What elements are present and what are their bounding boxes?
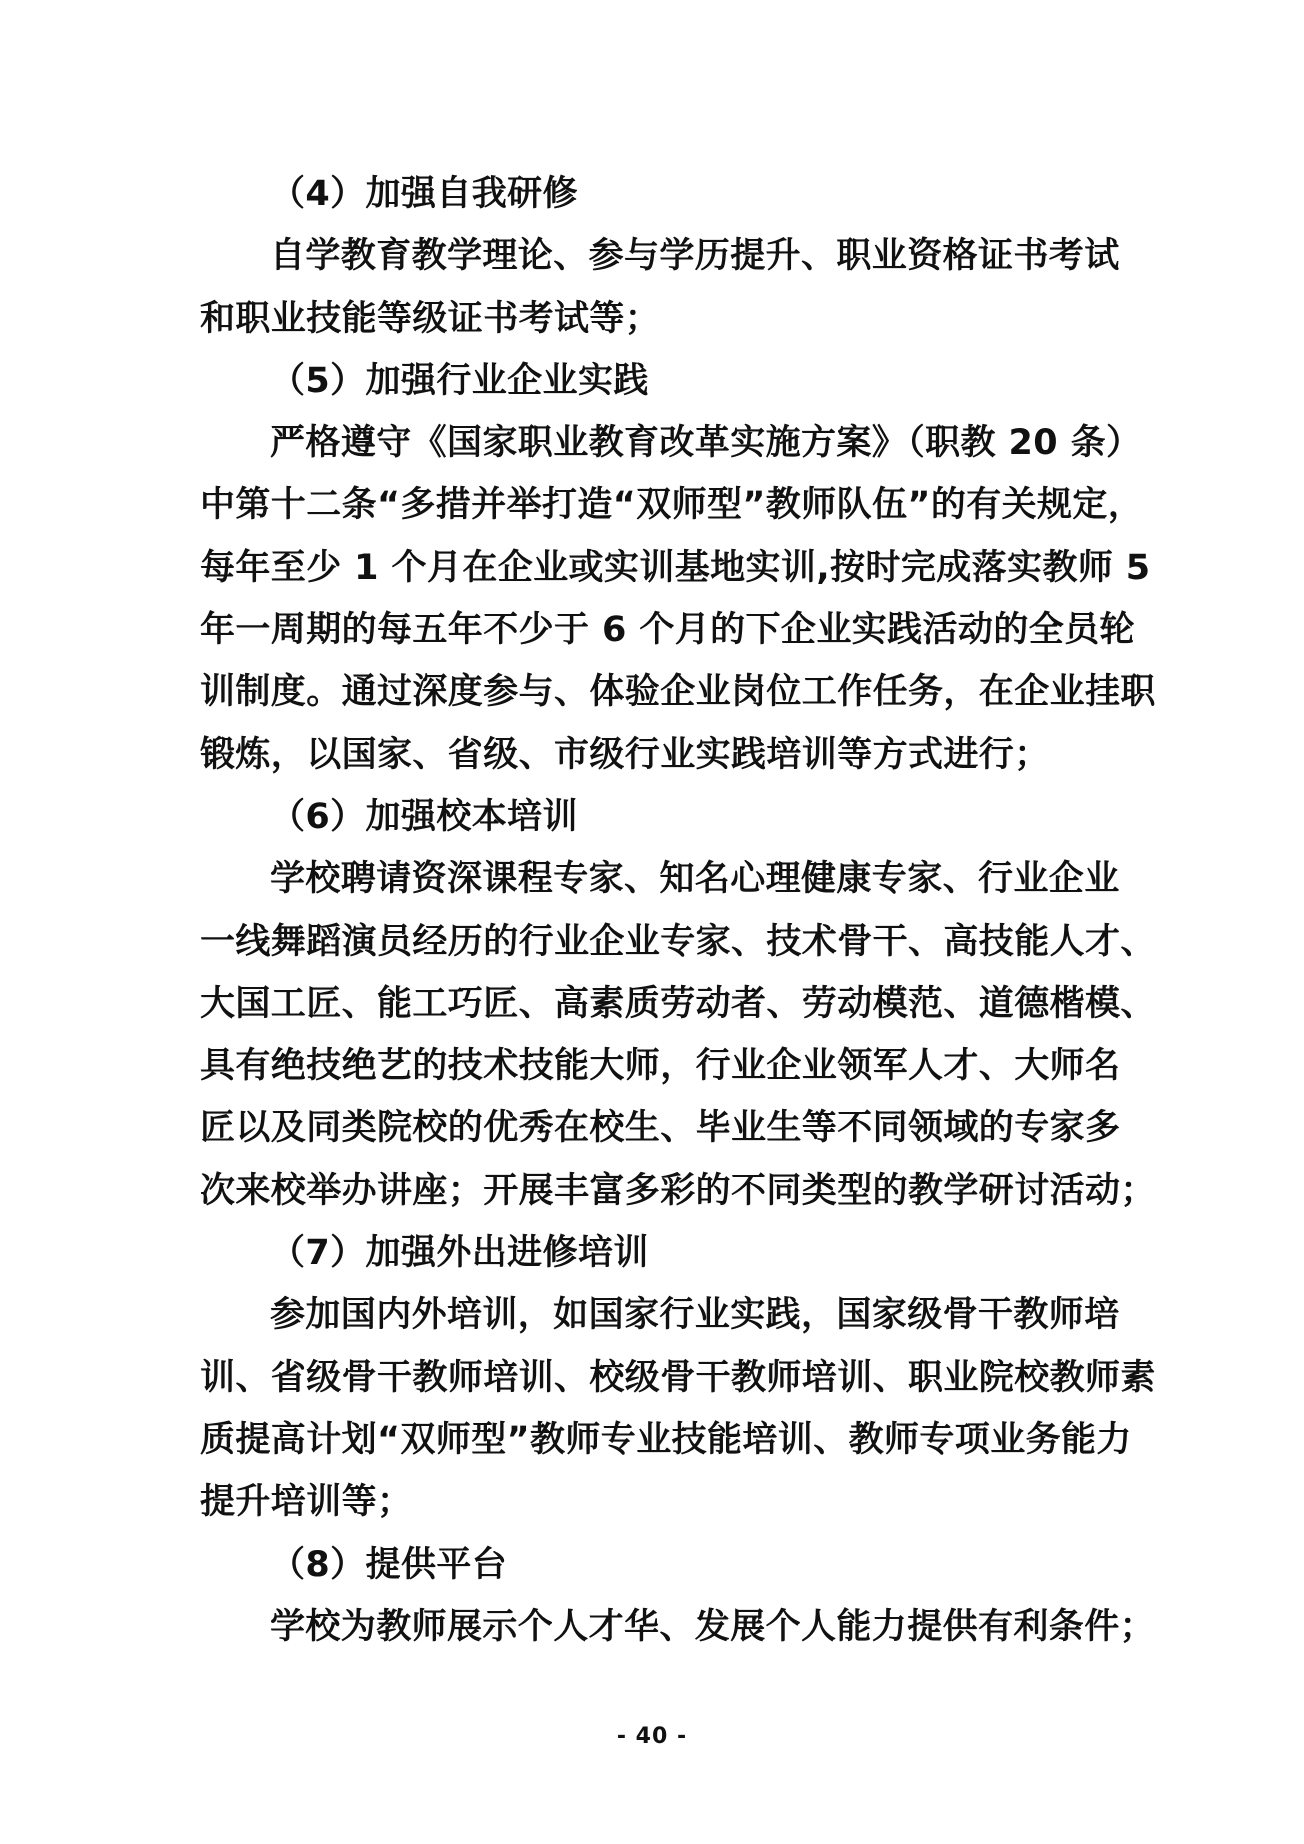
document-body bbox=[200, 163, 1156, 1658]
paragraph-line: 每年至少 1 个月在企业或实训基地实训,按时完成落实教师 5 bbox=[200, 547, 1151, 588]
paragraph-line: 参加国内外培训，如国家行业实践，国家级骨干教师培 bbox=[270, 1295, 1120, 1336]
paragraph-line: 次来校举办讲座；开展丰富多彩的不同类型的教学研讨活动； bbox=[200, 1170, 1156, 1211]
paragraph-line: 大国工匠、能工巧匠、高素质劳动者、劳动模范、道德楷模、 bbox=[200, 983, 1156, 1024]
paragraph-line: 训、省级骨干教师培训、校级骨干教师培训、职业院校教师素 bbox=[200, 1357, 1156, 1398]
paragraph-line: 中第十二条“多措并举打造“双师型”教师队伍”的有关规定， bbox=[200, 485, 1144, 526]
paragraph-line: 一线舞蹈演员经历的行业企业专家、技术骨干、高技能人才、 bbox=[200, 921, 1156, 962]
paragraph-line: 年一周期的每五年不少于 6 个月的下企业实践活动的全员轮 bbox=[200, 610, 1135, 651]
paragraph-line: 锻炼，以国家、省级、市级行业实践培训等方式进行； bbox=[200, 734, 1050, 775]
paragraph-line: 学校为教师展示个人才华、发展个人能力提供有利条件； bbox=[270, 1606, 1156, 1647]
section-heading-6: （6）加强校本培训 bbox=[270, 796, 578, 837]
section-heading-4: （4）加强自我研修 bbox=[270, 174, 578, 214]
paragraph-line: 自学教育教学理论、参与学历提升、职业资格证书考试 bbox=[270, 236, 1120, 277]
page-number: - 40 - bbox=[616, 1724, 688, 1749]
paragraph-line: 训制度。通过深度参与、体验企业岗位工作任务，在企业挂职 bbox=[200, 672, 1156, 713]
paragraph-line: 具有绝技绝艺的技术技能大师，行业企业领军人才、大师名 bbox=[200, 1046, 1121, 1087]
section-heading-5: （5）加强行业企业实践 bbox=[270, 360, 649, 401]
paragraph-line: 严格遵守《国家职业教育改革实施方案》（职教 20 条） bbox=[270, 423, 1142, 464]
paragraph-line: 匠以及同类院校的优秀在校生、毕业生等不同领域的专家多 bbox=[200, 1108, 1121, 1149]
section-heading-8: （8）提供平台 bbox=[270, 1544, 508, 1585]
paragraph-line: 和职业技能等级证书考试等； bbox=[200, 298, 661, 339]
paragraph-line: 质提高计划“双师型”教师专业技能培训、教师专项业务能力 bbox=[200, 1419, 1132, 1460]
paragraph-line: 提升培训等； bbox=[200, 1482, 413, 1523]
section-heading-7: （7）加强外出进修培训 bbox=[270, 1233, 649, 1274]
paragraph-line: 学校聘请资深课程专家、知名心理健康专家、行业企业 bbox=[270, 859, 1120, 900]
